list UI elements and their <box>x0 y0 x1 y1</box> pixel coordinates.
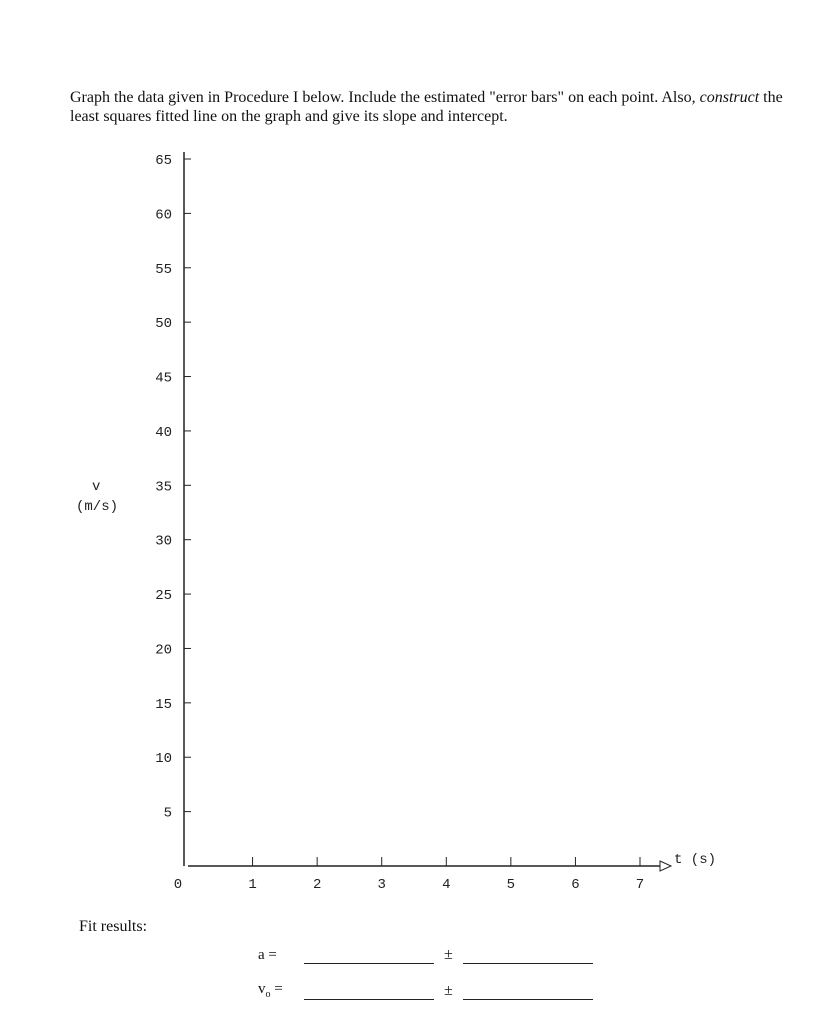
y-axis-label-unit: (m/s) <box>76 499 119 515</box>
y-tick-label: 55 <box>155 261 172 278</box>
y-axis-ticks <box>155 153 191 822</box>
y-axis-label-symbol: v <box>92 479 101 495</box>
y-tick-label: 20 <box>155 642 172 659</box>
x-tick-label: 1 <box>248 877 257 893</box>
y-tick-label: 60 <box>155 207 172 224</box>
y-tick-label: 10 <box>155 751 172 768</box>
x-axis-arrow-icon <box>660 861 671 871</box>
y-tick-label: 35 <box>155 479 172 496</box>
x-tick-label: 4 <box>442 877 451 893</box>
instructions-italic: construct <box>699 89 760 106</box>
x-tick-label: 2 <box>312 877 322 893</box>
y-tick-label: 65 <box>155 153 172 169</box>
a-value-field[interactable] <box>304 945 434 964</box>
y-tick-label: 25 <box>155 588 172 605</box>
x-tick-label: 5 <box>506 877 516 893</box>
y-tick-label: 50 <box>155 316 172 333</box>
x-tick-label: 0 <box>173 877 183 893</box>
y-tick-label: 15 <box>155 696 172 713</box>
y-tick-label: 5 <box>163 805 172 822</box>
v0-uncertainty-field[interactable] <box>463 981 593 1000</box>
fit-v0-label: $v_o$ = <box>258 981 283 1000</box>
fit-row-a <box>258 942 597 964</box>
x-axis-label: t (s) <box>674 852 717 868</box>
y-tick-label: 30 <box>155 533 172 550</box>
v0-value-field[interactable] <box>304 981 434 1000</box>
instructions-part2: the least squares fitted line on the graph and give its slope and intercept. <box>70 89 783 125</box>
fit-row-v0 <box>258 978 597 1000</box>
fit-results-title: Fit results: <box>79 918 148 935</box>
x-tick-label: 6 <box>571 877 580 893</box>
v0-plus-minus: ± <box>444 982 453 999</box>
x-tick-label: 7 <box>635 877 645 893</box>
a-uncertainty-field[interactable] <box>463 945 593 964</box>
x-tick-label: 3 <box>377 877 386 893</box>
x-axis-ticks <box>174 857 644 893</box>
instructions-part1: Graph the data given in Procedure I below. Include the estimated "error bars" on each point. Also, <box>70 89 696 106</box>
a-plus-minus: ± <box>444 946 453 963</box>
y-tick-label: 40 <box>155 424 172 441</box>
fit-a-label: a = <box>258 947 277 963</box>
y-tick-label: 45 <box>155 370 172 387</box>
